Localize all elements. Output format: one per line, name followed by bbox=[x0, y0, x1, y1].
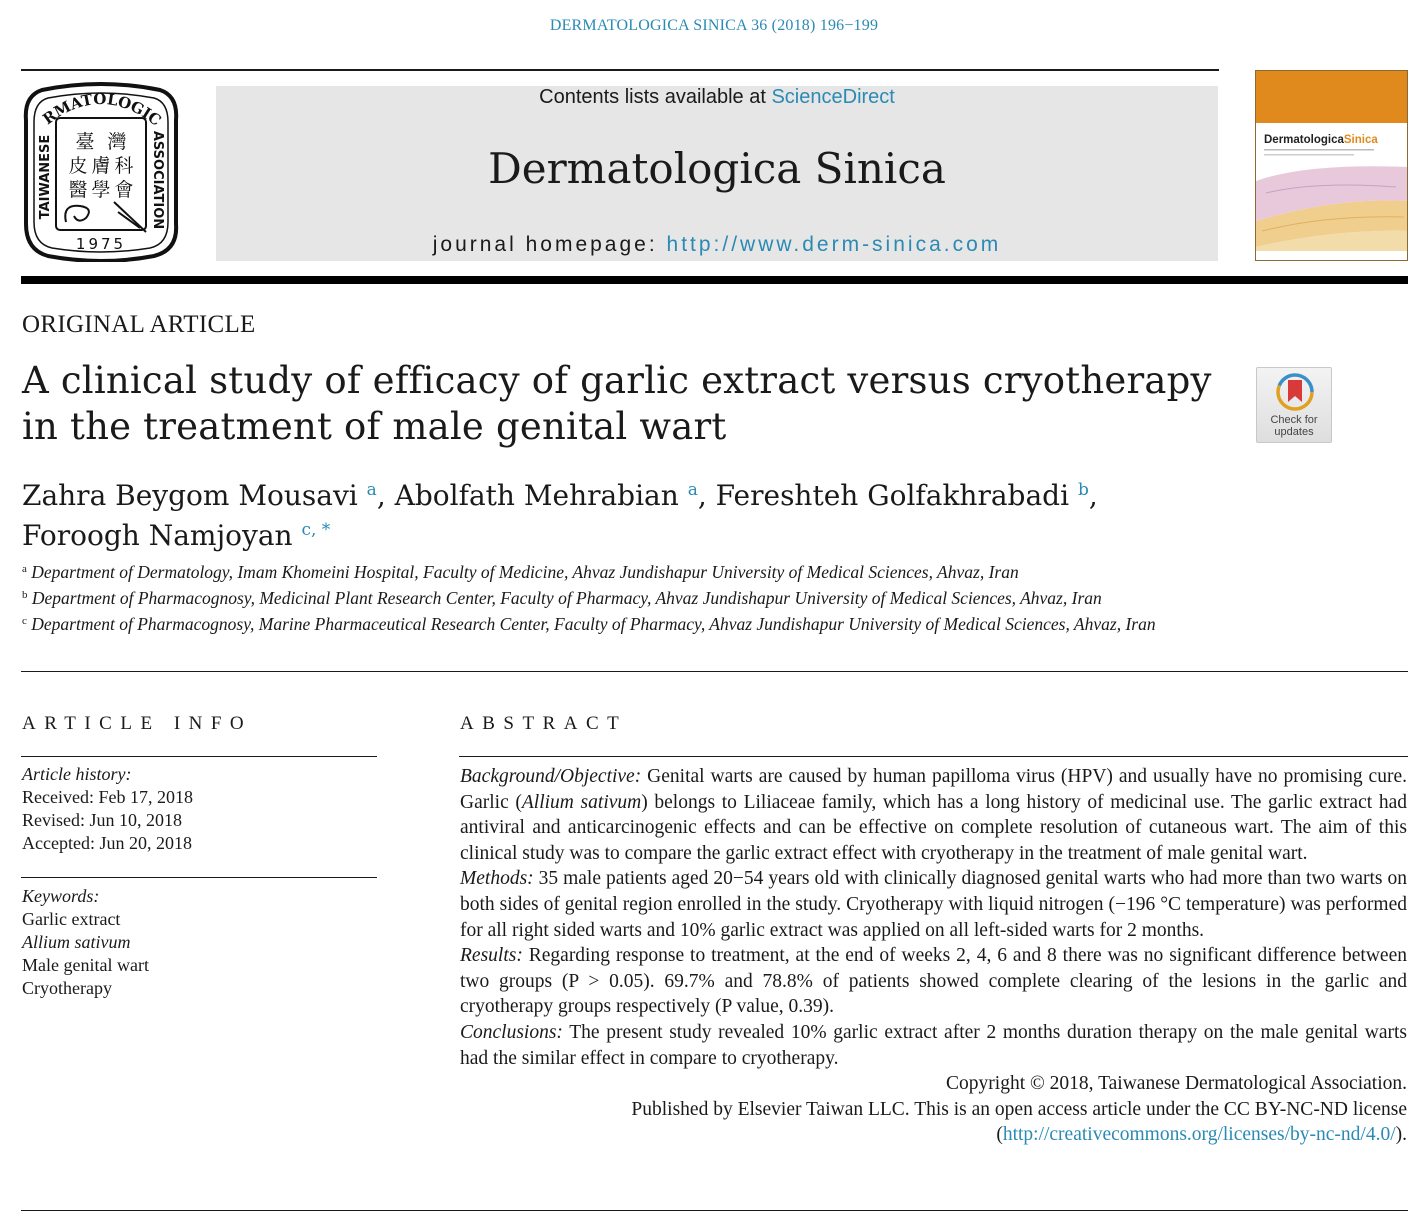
author-affiliation-ref[interactable]: a bbox=[687, 480, 698, 500]
keyword-item: Garlic extract bbox=[22, 909, 121, 929]
logo-char: 灣 bbox=[107, 131, 127, 153]
affiliation-item: $^a$ Department of Dermatology, Imam Khomeini Hospital, Faculty of Medicine, Ahvaz Jundishapur University of Medical Sciences, Ahvaz, Iran bbox=[22, 562, 1019, 582]
author-name[interactable]: Abolfath Mehrabian bbox=[394, 479, 679, 512]
affiliation-list bbox=[22, 558, 1222, 636]
logo-char: 膚 bbox=[91, 155, 111, 177]
logo-left-text: TAIWANESE bbox=[38, 134, 53, 220]
logo-right-text: ASSOCIATION bbox=[150, 130, 165, 230]
author-affiliation-ref[interactable]: b bbox=[1077, 480, 1089, 500]
logo-char: 會 bbox=[114, 179, 134, 201]
abstract-methods: Methods: 35 male patients aged 20−54 years old with clinically diagnosed genital warts who had more than two warts on both sides of genital region enrolled in the study. Cryotherapy with liquid nitrogen (−196 °C temperature) was performed for all right sided warts and 10% garlic extract was applied on all left-sided warts for 2 months. bbox=[460, 868, 1407, 941]
author-affiliation-ref[interactable]: a bbox=[366, 480, 377, 500]
contents-line bbox=[216, 86, 1218, 109]
affiliation-item: $^c$ Department of Pharmacognosy, Marine Pharmaceutical Research Center, Faculty of Pharmacy, Ahvaz Jundishapur University of Medical Sciences, Ahvaz, Iran bbox=[22, 614, 1156, 634]
society-seal-logo bbox=[22, 82, 180, 262]
journal-name: Dermatologica Sinica bbox=[488, 144, 946, 193]
article-type: ORIGINAL ARTICLE bbox=[22, 311, 256, 338]
abstract-conclusions: Conclusions: The present study revealed 10% garlic extract after 2 months duration therapy on the male genital warts had the similar effect in compare to cryotherapy. bbox=[460, 1021, 1407, 1069]
logo-char: 臺 bbox=[75, 131, 95, 153]
author-name[interactable]: Foroogh Namjoyan bbox=[22, 519, 293, 552]
author-affiliation-ref[interactable]: c, * bbox=[301, 520, 331, 540]
license-link[interactable]: http://creativecommons.org/licenses/by-nc-nd/4.0/ bbox=[1002, 1124, 1396, 1146]
article-history bbox=[22, 763, 193, 855]
sciencedirect-link[interactable]: ScienceDirect bbox=[771, 86, 895, 108]
abstract-background: Background/Objective: Genital warts are caused by human papilloma virus (HPV) and usually have no promising cure. Garlic (Allium sativum) belongs to Liliaceae family, which has a long history of medicinal use. The garlic extract had antiviral and anticarcinogenic effects and can be effective on complete resolution of cutaneous wart. The aim of this clinical study was to compare the garlic extract effect with cryotherapy in the treatment of male genital wart. bbox=[460, 766, 1407, 864]
footer-rule bbox=[21, 1210, 1408, 1211]
cover-title: DermatologicaSinica bbox=[1264, 134, 1378, 146]
homepage-line bbox=[216, 233, 1218, 257]
keyword-item: Allium sativum bbox=[22, 932, 131, 952]
keywords-block bbox=[22, 885, 149, 1000]
check-for-updates-button[interactable] bbox=[1256, 367, 1332, 443]
logo-arc-text: RMATOLOGIC bbox=[39, 89, 165, 130]
journal-banner bbox=[216, 86, 1218, 261]
history-label: Article history: bbox=[22, 764, 132, 784]
logo-year: 1975 bbox=[75, 235, 127, 253]
journal-citation[interactable]: DERMATOLOGICA SINICA 36 (2018) 196−199 bbox=[549, 17, 879, 34]
header-thick-rule bbox=[21, 276, 1408, 284]
copyright-line: Copyright © 2018, Taiwanese Dermatological Association. bbox=[946, 1073, 1407, 1095]
keyword-item: Male genital wart bbox=[22, 955, 149, 975]
abstract-heading: ABSTRACT bbox=[460, 713, 628, 734]
logo-char: 醫 bbox=[68, 179, 88, 201]
check-for-updates-label: Check for updates bbox=[1270, 414, 1318, 438]
homepage-link[interactable]: http://www.derm-sinica.com bbox=[666, 233, 1002, 256]
logo-char: 科 bbox=[114, 155, 134, 177]
article-info-rule bbox=[21, 756, 377, 757]
logo-char: 皮 bbox=[68, 155, 88, 177]
keyword-item: Cryotherapy bbox=[22, 978, 112, 998]
abstract-rule bbox=[459, 756, 1408, 757]
author-name[interactable]: Fereshteh Golfakhrabadi bbox=[715, 479, 1070, 512]
section-divider bbox=[21, 671, 1408, 672]
journal-cover-image[interactable] bbox=[1255, 70, 1408, 261]
article-info-heading: ARTICLE INFO bbox=[22, 713, 253, 734]
author-list: Zahra Beygom Mousavi $^a$, Abolfath Mehrabian $^a$, Fereshteh Golfakhrabadi $^b$, Foroogh Namjoyan $^{c, *}$ bbox=[22, 479, 1098, 552]
abstract-results: Results: Regarding response to treatment, at the end of weeks 2, 4, 6 and 8 there was no significant difference between two groups (P > 0.05). 69.7% and 78.8% of patients showed complete clearing of the lesions in the garlic and cryotherapy groups respectively (P value, 0.39). bbox=[460, 945, 1407, 1018]
homepage-prefix: journal homepage: bbox=[432, 233, 667, 256]
revised-date: Revised: Jun 10, 2018 bbox=[22, 810, 182, 830]
article-title: A clinical study of efficacy of garlic extract versus cryotherapy in the treatment of male genital wart bbox=[22, 359, 1212, 448]
keywords-rule bbox=[21, 877, 377, 878]
license-line: Published by Elsevier Taiwan LLC. This is an open access article under the CC BY-NC-ND license (http://creativecommons.org/licenses/by-nc-nd/4.0/). bbox=[631, 1098, 1407, 1146]
header-rule bbox=[21, 69, 1219, 71]
bookmark-ribbon-icon bbox=[1275, 372, 1315, 412]
keywords-label: Keywords: bbox=[22, 886, 100, 906]
affiliation-item: $^b$ Department of Pharmacognosy, Medicinal Plant Research Center, Faculty of Pharmacy, Ahvaz Jundishapur University of Medical Sciences, Ahvaz, Iran bbox=[22, 588, 1102, 608]
contents-prefix: Contents lists available at bbox=[539, 86, 772, 108]
accepted-date: Accepted: Jun 20, 2018 bbox=[22, 833, 192, 853]
logo-char: 學 bbox=[91, 179, 111, 201]
author-name[interactable]: Zahra Beygom Mousavi bbox=[22, 479, 358, 512]
abstract-body bbox=[460, 764, 1407, 1148]
received-date: Received: Feb 17, 2018 bbox=[22, 787, 193, 807]
